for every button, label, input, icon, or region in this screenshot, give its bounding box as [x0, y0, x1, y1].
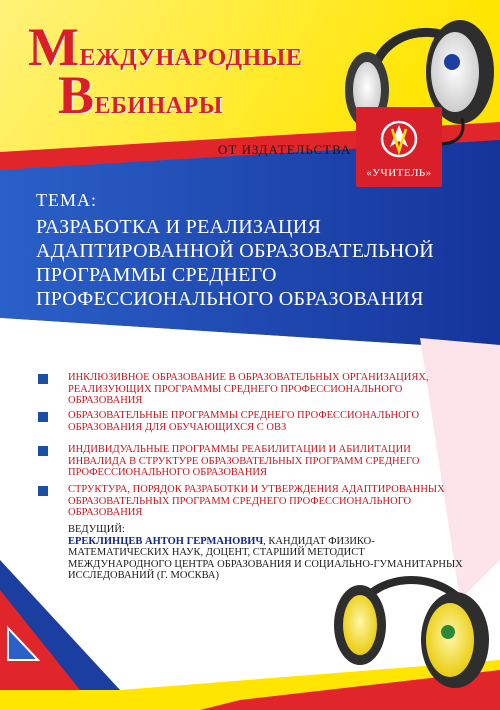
lecturer-label: ВЕДУЩИЙ:	[68, 524, 125, 535]
bullet-square-icon	[38, 446, 48, 456]
list-item: СТРУКТУРА, ПОРЯДОК РАЗРАБОТКИ И УТВЕРЖДЕНИЯ АДАПТИРОВАННЫХ ОБРАЗОВАТЕЛЬНЫХ ПРОГРАММ СРЕДНЕГО ПРОФЕССИОНАЛЬНОГО ОБРАЗОВАНИЯ	[68, 484, 445, 518]
publisher-logo	[356, 107, 442, 187]
topic-title: РАЗРАБОТКА И РЕАЛИЗАЦИЯ АДАПТИРОВАННОЙ ОБРАЗОВАТЕЛЬНОЙ ПРОГРАММЫ СРЕДНЕГО ПРОФЕССИОНАЛЬНОГО ОБРАЗОВАНИЯ	[36, 216, 434, 310]
list-item: ИНКЛЮЗИВНОЕ ОБРАЗОВАНИЕ В ОБРАЗОВАТЕЛЬНЫХ ОРГАНИЗАЦИЯХ, РЕАЛИЗУЮЩИХ ПРОГРАММЫ СРЕДНЕГО ПРОФЕССИОНАЛЬНОГО ОБРАЗОВАНИЯ	[68, 372, 429, 406]
title-rest-letters: ЕБИНАРЫ	[94, 93, 223, 119]
title-line-2	[58, 65, 223, 125]
bullet-square-icon	[38, 374, 48, 384]
list-item: ОБРАЗОВАТЕЛЬНЫЕ ПРОГРАММЫ СРЕДНЕГО ПРОФЕССИОНАЛЬНОГО ОБРАЗОВАНИЯ ДЛЯ ОБУЧАЮЩИХСЯ С ОВЗ	[68, 410, 420, 433]
title-rest-letters: ЕЖДУНАРОДНЫЕ	[79, 45, 303, 71]
lecturer-name: ЕРЕКЛИНЦЕВ АНТОН ГЕРМАНОВИЧ	[68, 535, 264, 547]
title-initial-letter: М	[28, 17, 80, 77]
list-item: ИНДИВИДУАЛЬНЫЕ ПРОГРАММЫ РЕАБИЛИТАЦИИ И АБИЛИТАЦИИ ИНВАЛИДА В СТРУКТУРЕ ОБРАЗОВАТЕЛЬНЫХ ПРОГРАММ СРЕДНЕГО ПРОФЕССИОНАЛЬНОГО ОБРАЗОВАНИЯ	[68, 444, 420, 478]
bullet-square-icon	[38, 486, 48, 496]
topic-label: ТЕМА:	[36, 190, 97, 210]
topic-block	[36, 190, 486, 311]
teacher-logo-icon	[356, 111, 442, 167]
logo-label: «УЧИТЕЛЬ»	[366, 167, 432, 179]
lecturer-info: , КАНДИДАТ ФИЗИКО-МАТЕМАТИЧЕСКИХ НАУК, ДОЦЕНТ, СТАРШИЙ МЕТОДИСТ МЕЖДУНАРОДНОГО ЦЕНТРА ОБРАЗОВАНИЯ И СОЦИАЛЬНО-ГУМАНИТАРНЫХ ИССЛЕДОВАНИЙ (Г. МОСКВА)	[68, 535, 463, 581]
publisher-caption: ОТ ИЗДАТЕЛЬСТВА	[218, 142, 352, 157]
title-line-2-text	[58, 65, 223, 125]
title-initial-letter: В	[58, 65, 95, 125]
lecturer-block	[68, 524, 468, 582]
bullet-square-icon	[38, 412, 48, 422]
